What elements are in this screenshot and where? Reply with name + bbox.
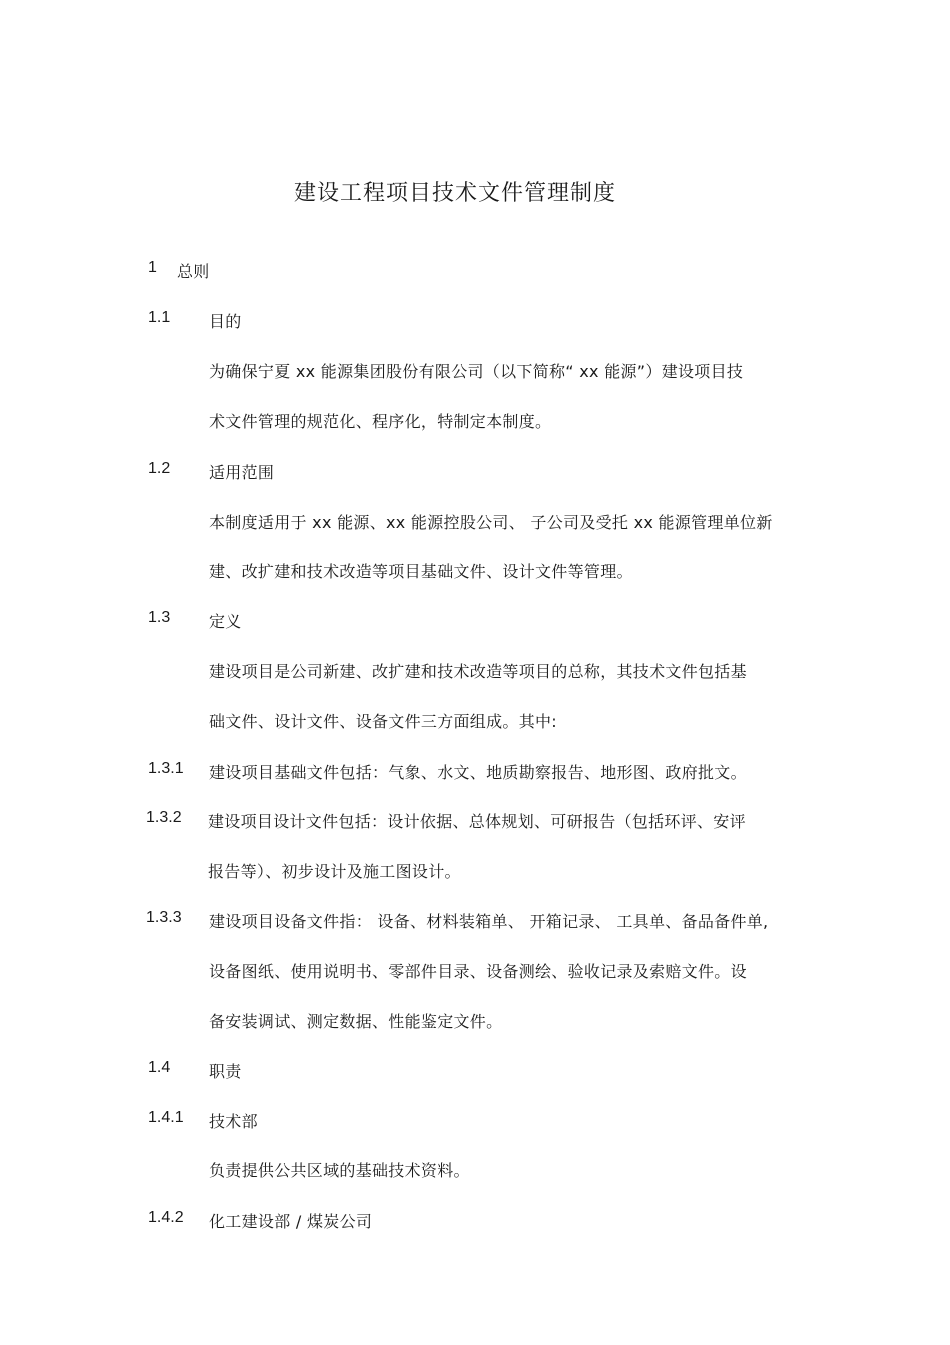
paragraph-line: 建设项目是公司新建、改扩建和技术改造等项目的总称，其技术文件包括基	[209, 662, 747, 681]
section-number: 1.4.1	[148, 1109, 184, 1126]
list-item-text: 建设项目设计文件包括：设计依据、总体规划、可研报告（包括环评、安评	[208, 812, 746, 831]
section-number: 1.3.2	[146, 809, 182, 826]
document-title: 建设工程项目技术文件管理制度	[293, 181, 616, 206]
section-number: 1	[148, 259, 157, 276]
paragraph-line: 本制度适用于 xx 能源、xx 能源控股公司、 子公司及受托 xx 能源管理单位新	[209, 513, 773, 532]
list-item-text: 建设项目设备文件指： 设备、材料装箱单、 开箱记录、 工具单、备品备件单,	[209, 912, 769, 931]
section-number: 1.3.1	[148, 760, 184, 777]
paragraph-line: 为确保宁夏 xx 能源集团股份有限公司（以下简称“ xx 能源”）建设项目技	[209, 362, 744, 381]
paragraph-line: 负责提供公共区域的基础技术资料。	[209, 1161, 470, 1180]
list-item-text: 备安装调试、测定数据、性能鉴定文件。	[209, 1012, 503, 1031]
section-number: 1.4	[148, 1059, 171, 1076]
list-item-text: 建设项目基础文件包括：气象、水文、地质勘察报告、地形图、政府批文。	[209, 763, 747, 782]
list-item-text: 报告等）、初步设计及施工图设计。	[208, 862, 461, 881]
section-number: 1.2	[148, 460, 171, 477]
section-heading: 总则	[177, 262, 210, 281]
section-number: 1.3.3	[146, 909, 182, 926]
section-number: 1.1	[148, 309, 171, 326]
paragraph-line: 础文件、设计文件、设备文件三方面组成。其中:	[209, 712, 557, 731]
section-heading: 技术部	[209, 1112, 258, 1131]
paragraph-line: 建、改扩建和技术改造等项目基础文件、设计文件等管理。	[209, 562, 633, 581]
section-heading: 定义	[209, 612, 242, 631]
section-number: 1.3	[148, 609, 171, 626]
section-heading: 适用范围	[209, 463, 275, 482]
section-number: 1.4.2	[148, 1209, 184, 1226]
section-heading: 化工建设部 / 煤炭公司	[209, 1212, 373, 1231]
section-heading: 目的	[209, 312, 242, 331]
list-item-text: 设备图纸、使用说明书、零部件目录、设备测绘、验收记录及索赔文件。设	[209, 962, 747, 981]
section-heading: 职责	[209, 1062, 242, 1081]
paragraph-line: 术文件管理的规范化、程序化，特制定本制度。	[209, 412, 552, 431]
